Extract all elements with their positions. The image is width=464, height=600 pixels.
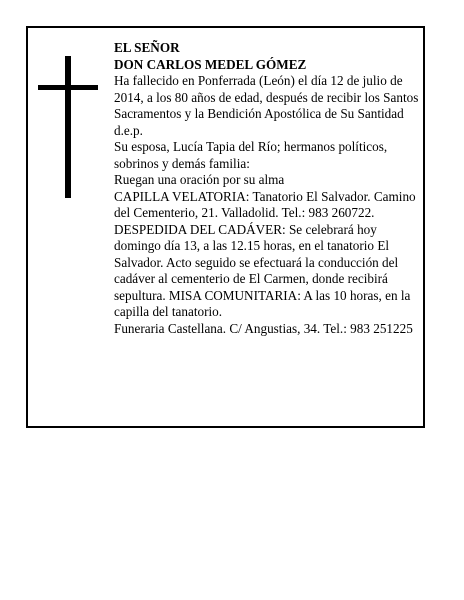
funeral-details: CAPILLA VELATORIA: Tanatorio El Salvador. Camino del Cementerio, 21. Valladolid. Tel.: 983 260722. DESPEDIDA DEL CADÁVER: Se celebrará hoy domingo día 13, a las 12.15 horas, en el tanatorio El Salvador. Acto seguido se efectuará la conducción del cadáver al cementerio de El Carmen, donde recibirá sepultura. MISA COMUNITARIA: A las 10 horas, en la capilla del tanatorio.: [114, 188, 416, 319]
rest-in-peace: d.e.p.: [114, 122, 143, 138]
notice-text: [114, 40, 420, 337]
cross-horizontal-bar: [38, 85, 98, 90]
funeral-home: Funeraria Castellana. C/ Angustias, 34. Tel.: 983 251225: [114, 320, 413, 336]
death-announcement: Ha fallecido en Ponferrada (León) el día 12 de julio de 2014, a los 80 años de edad, después de recibir los Santos Sacramentos y la Bendición Apostólica de Su Santidad: [114, 73, 419, 121]
deceased-name: DON CARLOS MEDEL GÓMEZ: [114, 56, 307, 72]
obituary-notice: [26, 26, 425, 428]
heading-title: EL SEÑOR: [114, 40, 180, 55]
cross-vertical-bar: [65, 56, 71, 198]
family-members: Su esposa, Lucía Tapia del Río; hermanos políticos, sobrinos y demás familia:: [114, 139, 388, 171]
cross-icon: [38, 56, 98, 198]
prayer-request: Ruegan una oración por su alma: [114, 172, 285, 187]
